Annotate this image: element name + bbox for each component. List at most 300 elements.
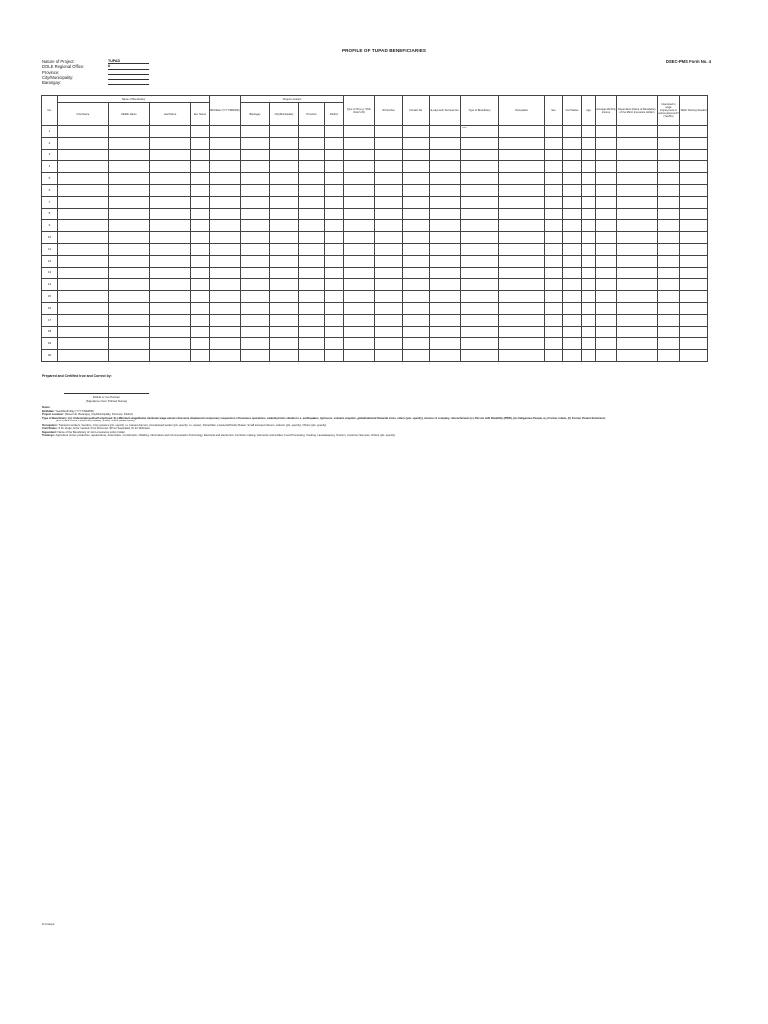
cell-sex[interactable]	[545, 149, 563, 161]
cell-contact[interactable]	[403, 279, 430, 291]
cell-ext[interactable]	[191, 267, 210, 279]
cell-province[interactable]	[299, 291, 325, 303]
cell-id-type[interactable]	[344, 243, 375, 255]
cell-id-type[interactable]	[344, 267, 375, 279]
cell-income[interactable]	[596, 338, 617, 350]
cell-id-number[interactable]	[375, 350, 403, 362]
cell-id-type[interactable]	[344, 338, 375, 350]
cell-skills[interactable]	[680, 279, 708, 291]
cell-skills[interactable]	[680, 243, 708, 255]
cell-last[interactable]	[150, 302, 191, 314]
cell-barangay[interactable]	[241, 243, 270, 255]
cell-skills[interactable]	[680, 314, 708, 326]
cell-barangay[interactable]	[241, 232, 270, 244]
cell-referred[interactable]	[658, 302, 680, 314]
cell-skills[interactable]	[680, 267, 708, 279]
cell-province[interactable]	[299, 302, 325, 314]
cell-first[interactable]	[58, 220, 109, 232]
cell-dependent[interactable]	[617, 314, 658, 326]
signature-line[interactable]	[64, 393, 149, 394]
cell-birthdate[interactable]	[210, 208, 241, 220]
cell-province[interactable]	[299, 326, 325, 338]
cell-income[interactable]	[596, 232, 617, 244]
cell-id-number[interactable]	[375, 208, 403, 220]
cell-last[interactable]	[150, 196, 191, 208]
cell-id-type[interactable]	[344, 173, 375, 185]
cell-last[interactable]	[150, 243, 191, 255]
cell-barangay[interactable]	[241, 279, 270, 291]
cell-ext[interactable]	[191, 220, 210, 232]
cell-id-type[interactable]	[344, 279, 375, 291]
cell-skills[interactable]: if not available	[680, 126, 708, 138]
cell-last[interactable]	[150, 173, 191, 185]
cell-first[interactable]	[58, 267, 109, 279]
cell-age[interactable]	[582, 243, 596, 255]
cell-city[interactable]	[270, 326, 299, 338]
cell-skills[interactable]	[680, 350, 708, 362]
cell-middle[interactable]	[109, 184, 150, 196]
cell-epayment[interactable]	[430, 314, 461, 326]
cell-contact[interactable]	[403, 232, 430, 244]
cell-id-number[interactable]	[375, 220, 403, 232]
cell-referred[interactable]	[658, 350, 680, 362]
cell-city[interactable]	[270, 137, 299, 149]
cell-income[interactable]	[596, 279, 617, 291]
cell-occupation[interactable]	[499, 267, 545, 279]
cell-id-number[interactable]	[375, 173, 403, 185]
cell-barangay[interactable]	[241, 220, 270, 232]
cell-referred[interactable]	[658, 208, 680, 220]
cell-ext[interactable]	[191, 232, 210, 244]
cell-dependent[interactable]	[617, 338, 658, 350]
cell-age[interactable]	[582, 314, 596, 326]
cell-barangay[interactable]	[241, 161, 270, 173]
cell-contact[interactable]	[403, 161, 430, 173]
cell-skills[interactable]	[680, 232, 708, 244]
cell-beneficiary-type[interactable]	[461, 232, 499, 244]
cell-epayment[interactable]	[430, 255, 461, 267]
cell-id-number[interactable]	[375, 291, 403, 303]
cell-civil-status[interactable]	[563, 126, 582, 138]
cell-occupation[interactable]	[499, 149, 545, 161]
cell-id-type[interactable]	[344, 350, 375, 362]
cell-city[interactable]	[270, 208, 299, 220]
cell-province[interactable]	[299, 255, 325, 267]
cell-income[interactable]	[596, 350, 617, 362]
cell-province[interactable]	[299, 137, 325, 149]
cell-income[interactable]	[596, 255, 617, 267]
cell-id-number[interactable]	[375, 267, 403, 279]
cell-income[interactable]	[596, 208, 617, 220]
cell-age[interactable]	[582, 173, 596, 185]
cell-dependent[interactable]	[617, 220, 658, 232]
cell-civil-status[interactable]	[563, 149, 582, 161]
cell-beneficiary-type[interactable]	[461, 302, 499, 314]
cell-last[interactable]	[150, 350, 191, 362]
cell-beneficiary-type[interactable]	[461, 149, 499, 161]
cell-civil-status[interactable]	[563, 196, 582, 208]
cell-age[interactable]	[582, 196, 596, 208]
cell-skills[interactable]	[680, 208, 708, 220]
cell-last[interactable]	[150, 161, 191, 173]
cell-birthdate[interactable]	[210, 232, 241, 244]
cell-contact[interactable]	[403, 173, 430, 185]
cell-beneficiary-type[interactable]	[461, 255, 499, 267]
cell-epayment[interactable]	[430, 184, 461, 196]
cell-province[interactable]	[299, 243, 325, 255]
cell-sex[interactable]	[545, 279, 563, 291]
cell-city[interactable]	[270, 220, 299, 232]
cell-id-type[interactable]	[344, 291, 375, 303]
cell-epayment[interactable]	[430, 173, 461, 185]
cell-province[interactable]	[299, 184, 325, 196]
cell-skills[interactable]	[680, 220, 708, 232]
cell-beneficiary-type[interactable]: Excess occupations on the lower column of this format	[461, 126, 499, 138]
cell-skills[interactable]	[680, 137, 708, 149]
cell-epayment[interactable]	[430, 161, 461, 173]
cell-district[interactable]	[325, 149, 344, 161]
cell-first[interactable]	[58, 302, 109, 314]
cell-ext[interactable]	[191, 350, 210, 362]
cell-epayment[interactable]	[430, 126, 461, 138]
meta-value[interactable]: TUPAD	[108, 59, 149, 64]
cell-district[interactable]	[325, 173, 344, 185]
cell-barangay[interactable]	[241, 184, 270, 196]
cell-referred[interactable]	[658, 243, 680, 255]
cell-province[interactable]	[299, 173, 325, 185]
cell-last[interactable]	[150, 314, 191, 326]
cell-birthdate[interactable]	[210, 255, 241, 267]
cell-contact[interactable]	[403, 243, 430, 255]
cell-referred[interactable]	[658, 314, 680, 326]
cell-civil-status[interactable]	[563, 267, 582, 279]
cell-income[interactable]	[596, 196, 617, 208]
cell-epayment[interactable]	[430, 149, 461, 161]
cell-civil-status[interactable]	[563, 137, 582, 149]
cell-birthdate[interactable]	[210, 126, 241, 138]
cell-middle[interactable]	[109, 302, 150, 314]
cell-age[interactable]	[582, 208, 596, 220]
cell-middle[interactable]	[109, 279, 150, 291]
cell-occupation[interactable]	[499, 350, 545, 362]
cell-last[interactable]	[150, 232, 191, 244]
cell-first[interactable]	[58, 279, 109, 291]
cell-district[interactable]	[325, 243, 344, 255]
cell-epayment[interactable]	[430, 232, 461, 244]
cell-middle[interactable]	[109, 338, 150, 350]
cell-district[interactable]	[325, 302, 344, 314]
cell-middle[interactable]	[109, 350, 150, 362]
cell-barangay[interactable]	[241, 126, 270, 138]
cell-first[interactable]	[58, 338, 109, 350]
cell-last[interactable]	[150, 208, 191, 220]
cell-occupation[interactable]	[499, 196, 545, 208]
cell-last[interactable]	[150, 291, 191, 303]
cell-ext[interactable]	[191, 161, 210, 173]
cell-civil-status[interactable]	[563, 173, 582, 185]
cell-contact[interactable]	[403, 267, 430, 279]
cell-civil-status[interactable]	[563, 279, 582, 291]
cell-dependent[interactable]	[617, 326, 658, 338]
cell-district[interactable]	[325, 291, 344, 303]
cell-middle[interactable]	[109, 314, 150, 326]
cell-income[interactable]	[596, 161, 617, 173]
cell-city[interactable]	[270, 255, 299, 267]
cell-sex[interactable]	[545, 314, 563, 326]
cell-city[interactable]	[270, 302, 299, 314]
cell-contact[interactable]	[403, 149, 430, 161]
cell-ext[interactable]	[191, 149, 210, 161]
cell-income[interactable]: if not available	[596, 126, 617, 138]
cell-middle[interactable]	[109, 255, 150, 267]
cell-dependent[interactable]	[617, 161, 658, 173]
cell-civil-status[interactable]	[563, 255, 582, 267]
cell-birthdate[interactable]	[210, 149, 241, 161]
cell-sex[interactable]	[545, 291, 563, 303]
cell-birthdate[interactable]	[210, 161, 241, 173]
cell-middle[interactable]	[109, 137, 150, 149]
cell-civil-status[interactable]	[563, 220, 582, 232]
cell-first[interactable]	[58, 149, 109, 161]
cell-ext[interactable]	[191, 243, 210, 255]
cell-civil-status[interactable]	[563, 302, 582, 314]
cell-birthdate[interactable]	[210, 220, 241, 232]
cell-income[interactable]	[596, 149, 617, 161]
cell-middle[interactable]	[109, 196, 150, 208]
cell-contact[interactable]	[403, 350, 430, 362]
cell-last[interactable]	[150, 279, 191, 291]
cell-id-type[interactable]	[344, 255, 375, 267]
cell-district[interactable]	[325, 161, 344, 173]
cell-birthdate[interactable]	[210, 338, 241, 350]
cell-occupation[interactable]	[499, 302, 545, 314]
cell-first[interactable]	[58, 243, 109, 255]
cell-city[interactable]	[270, 350, 299, 362]
cell-occupation[interactable]	[499, 255, 545, 267]
cell-ext[interactable]	[191, 137, 210, 149]
cell-first[interactable]	[58, 208, 109, 220]
cell-birthdate[interactable]	[210, 243, 241, 255]
cell-dependent[interactable]	[617, 350, 658, 362]
cell-skills[interactable]	[680, 149, 708, 161]
cell-epayment[interactable]	[430, 208, 461, 220]
cell-age[interactable]	[582, 326, 596, 338]
cell-id-number[interactable]	[375, 126, 403, 138]
cell-contact[interactable]	[403, 137, 430, 149]
cell-contact[interactable]	[403, 255, 430, 267]
cell-id-number[interactable]	[375, 338, 403, 350]
cell-birthdate[interactable]	[210, 267, 241, 279]
cell-occupation[interactable]	[499, 208, 545, 220]
cell-id-type[interactable]	[344, 302, 375, 314]
cell-barangay[interactable]	[241, 326, 270, 338]
cell-id-type[interactable]	[344, 220, 375, 232]
cell-civil-status[interactable]	[563, 314, 582, 326]
cell-referred[interactable]	[658, 255, 680, 267]
cell-city[interactable]	[270, 232, 299, 244]
cell-birthdate[interactable]	[210, 314, 241, 326]
cell-middle[interactable]	[109, 243, 150, 255]
cell-civil-status[interactable]	[563, 291, 582, 303]
cell-civil-status[interactable]	[563, 326, 582, 338]
cell-birthdate[interactable]	[210, 350, 241, 362]
cell-sex[interactable]	[545, 184, 563, 196]
cell-birthdate[interactable]	[210, 279, 241, 291]
cell-contact[interactable]	[403, 338, 430, 350]
cell-occupation[interactable]	[499, 232, 545, 244]
cell-age[interactable]	[582, 267, 596, 279]
cell-civil-status[interactable]	[563, 184, 582, 196]
cell-dependent[interactable]	[617, 255, 658, 267]
cell-sex[interactable]	[545, 126, 563, 138]
cell-city[interactable]	[270, 184, 299, 196]
cell-birthdate[interactable]	[210, 196, 241, 208]
cell-dependent[interactable]	[617, 279, 658, 291]
cell-id-number[interactable]	[375, 279, 403, 291]
cell-referred[interactable]	[658, 173, 680, 185]
cell-beneficiary-type[interactable]	[461, 161, 499, 173]
cell-income[interactable]	[596, 267, 617, 279]
cell-id-number[interactable]	[375, 184, 403, 196]
cell-age[interactable]	[582, 291, 596, 303]
cell-last[interactable]	[150, 338, 191, 350]
cell-sex[interactable]	[545, 255, 563, 267]
cell-referred[interactable]: if not available	[658, 126, 680, 138]
cell-referred[interactable]	[658, 267, 680, 279]
cell-ext[interactable]	[191, 173, 210, 185]
cell-income[interactable]	[596, 184, 617, 196]
cell-beneficiary-type[interactable]	[461, 338, 499, 350]
cell-id-type[interactable]	[344, 208, 375, 220]
cell-district[interactable]	[325, 196, 344, 208]
cell-middle[interactable]	[109, 149, 150, 161]
cell-ext[interactable]	[191, 279, 210, 291]
cell-age[interactable]	[582, 255, 596, 267]
cell-occupation[interactable]	[499, 314, 545, 326]
cell-barangay[interactable]	[241, 302, 270, 314]
cell-skills[interactable]	[680, 302, 708, 314]
cell-occupation[interactable]	[499, 184, 545, 196]
cell-occupation[interactable]	[499, 243, 545, 255]
cell-age[interactable]	[582, 220, 596, 232]
cell-middle[interactable]	[109, 161, 150, 173]
cell-barangay[interactable]	[241, 314, 270, 326]
cell-middle[interactable]	[109, 220, 150, 232]
cell-age[interactable]	[582, 338, 596, 350]
cell-province[interactable]	[299, 232, 325, 244]
cell-first[interactable]	[58, 255, 109, 267]
cell-contact[interactable]	[403, 291, 430, 303]
cell-district[interactable]	[325, 326, 344, 338]
cell-first[interactable]	[58, 291, 109, 303]
cell-skills[interactable]	[680, 173, 708, 185]
cell-sex[interactable]	[545, 173, 563, 185]
cell-ext[interactable]	[191, 208, 210, 220]
cell-dependent[interactable]	[617, 173, 658, 185]
cell-skills[interactable]	[680, 291, 708, 303]
cell-dependent[interactable]	[617, 184, 658, 196]
cell-occupation[interactable]	[499, 279, 545, 291]
cell-birthdate[interactable]	[210, 326, 241, 338]
cell-epayment[interactable]	[430, 338, 461, 350]
cell-referred[interactable]	[658, 338, 680, 350]
cell-occupation[interactable]	[499, 291, 545, 303]
cell-province[interactable]	[299, 196, 325, 208]
cell-epayment[interactable]	[430, 350, 461, 362]
cell-civil-status[interactable]	[563, 243, 582, 255]
cell-contact[interactable]	[403, 208, 430, 220]
cell-civil-status[interactable]	[563, 161, 582, 173]
cell-occupation[interactable]	[499, 338, 545, 350]
cell-ext[interactable]	[191, 255, 210, 267]
cell-province[interactable]	[299, 126, 325, 138]
cell-epayment[interactable]	[430, 243, 461, 255]
cell-income[interactable]	[596, 173, 617, 185]
cell-barangay[interactable]	[241, 196, 270, 208]
cell-barangay[interactable]	[241, 350, 270, 362]
cell-skills[interactable]	[680, 338, 708, 350]
cell-district[interactable]	[325, 220, 344, 232]
cell-barangay[interactable]	[241, 149, 270, 161]
cell-referred[interactable]	[658, 279, 680, 291]
cell-occupation[interactable]: if not available	[499, 126, 545, 138]
cell-barangay[interactable]	[241, 208, 270, 220]
cell-civil-status[interactable]	[563, 350, 582, 362]
cell-beneficiary-type[interactable]	[461, 279, 499, 291]
cell-barangay[interactable]	[241, 255, 270, 267]
cell-dependent[interactable]	[617, 196, 658, 208]
cell-last[interactable]	[150, 326, 191, 338]
cell-referred[interactable]	[658, 232, 680, 244]
cell-ext[interactable]	[191, 326, 210, 338]
cell-occupation[interactable]	[499, 161, 545, 173]
cell-city[interactable]	[270, 314, 299, 326]
cell-dependent[interactable]: if not available	[617, 126, 658, 138]
cell-beneficiary-type[interactable]	[461, 184, 499, 196]
cell-barangay[interactable]	[241, 338, 270, 350]
cell-city[interactable]	[270, 161, 299, 173]
cell-age[interactable]	[582, 161, 596, 173]
cell-id-number[interactable]	[375, 161, 403, 173]
cell-id-type[interactable]	[344, 126, 375, 138]
cell-id-type[interactable]	[344, 314, 375, 326]
cell-id-number[interactable]	[375, 137, 403, 149]
cell-barangay[interactable]	[241, 137, 270, 149]
cell-birthdate[interactable]	[210, 173, 241, 185]
cell-city[interactable]	[270, 149, 299, 161]
cell-district[interactable]	[325, 208, 344, 220]
cell-id-type[interactable]	[344, 232, 375, 244]
cell-first[interactable]	[58, 232, 109, 244]
cell-sex[interactable]	[545, 196, 563, 208]
cell-sex[interactable]	[545, 350, 563, 362]
cell-civil-status[interactable]	[563, 338, 582, 350]
cell-id-number[interactable]	[375, 149, 403, 161]
cell-contact[interactable]	[403, 196, 430, 208]
cell-dependent[interactable]	[617, 137, 658, 149]
cell-province[interactable]	[299, 338, 325, 350]
cell-income[interactable]	[596, 243, 617, 255]
cell-id-number[interactable]	[375, 196, 403, 208]
cell-city[interactable]	[270, 196, 299, 208]
cell-age[interactable]	[582, 302, 596, 314]
cell-contact[interactable]	[403, 326, 430, 338]
cell-contact[interactable]: if not available	[403, 126, 430, 138]
cell-id-number[interactable]	[375, 232, 403, 244]
cell-income[interactable]	[596, 220, 617, 232]
cell-income[interactable]	[596, 326, 617, 338]
cell-dependent[interactable]	[617, 291, 658, 303]
